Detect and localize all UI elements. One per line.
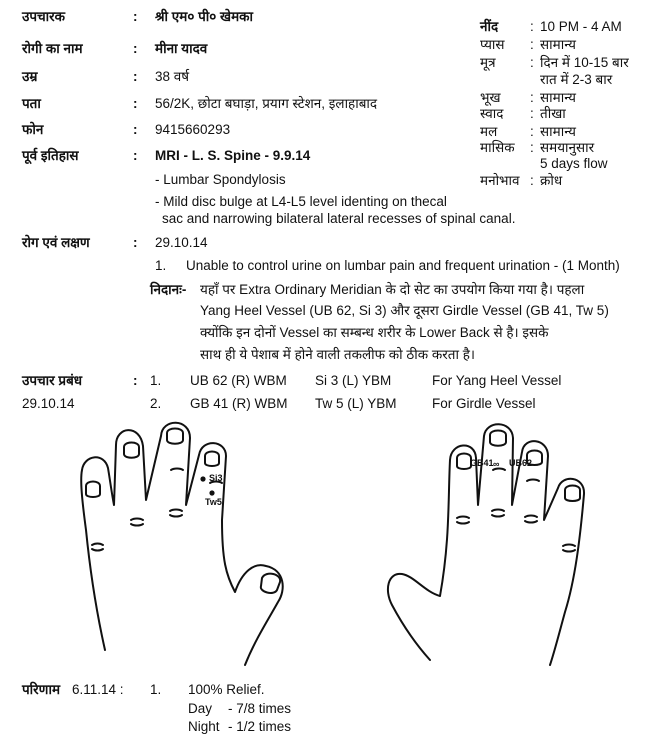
urine-label: मूत्र xyxy=(480,55,496,70)
symptoms-label: रोग एवं लक्षण xyxy=(22,235,90,250)
label-gb41: GB41 xyxy=(470,458,494,468)
diagnosis-line: यहाँ पर Extra Ordinary Meridian के दो सेट का उपयोग किया गया है। पहला xyxy=(200,282,585,297)
colon: : xyxy=(530,90,534,105)
doctor-label: उपचारक xyxy=(22,9,66,24)
stool-label: मल xyxy=(480,124,498,139)
symptoms-date: 29.10.14 xyxy=(155,235,208,250)
patient-name-value: मीना यादव xyxy=(155,41,208,56)
treatment-date: 29.10.14 xyxy=(22,396,75,411)
colon: : xyxy=(530,124,534,139)
colon: : xyxy=(530,19,534,34)
urine-value-night: रात में 2-3 बार xyxy=(540,72,613,87)
colon: : xyxy=(133,235,138,250)
hunger-value: सामान्य xyxy=(540,90,577,105)
thirst-label: प्यास xyxy=(480,37,505,52)
address-label: पता xyxy=(22,96,41,111)
history-line: - Lumbar Spondylosis xyxy=(155,172,286,187)
sleep-label: नींद xyxy=(480,19,499,34)
night-value: - 1/2 times xyxy=(228,719,292,734)
result-date: 6.11.14 : xyxy=(72,682,124,697)
age-label: उम्र xyxy=(22,69,38,84)
left-hand-outline xyxy=(81,423,283,665)
sleep-value: 10 PM - 4 AM xyxy=(540,19,622,34)
history-label: पूर्व इतिहास xyxy=(22,148,79,163)
result-number: 1. xyxy=(150,682,162,697)
menses-flow: 5 days flow xyxy=(540,156,608,171)
colon: : xyxy=(530,37,534,52)
point-tw5-marker xyxy=(209,490,214,495)
symptom-text: Unable to control urine on lumbar pain and frequent urination - (1 Month) xyxy=(186,258,620,273)
colon: : xyxy=(133,373,138,388)
phone-label: फोन xyxy=(22,122,44,137)
treatment-number: 2. xyxy=(150,396,162,411)
infinity-symbol: ∞ xyxy=(493,459,500,469)
history-line: sac and narrowing bilateral lateral recesses of spinal canal. xyxy=(162,211,516,226)
colon: : xyxy=(133,41,138,56)
menses-label: मासिक xyxy=(480,140,515,155)
age-value: 38 वर्ष xyxy=(155,69,190,84)
day-label: Day xyxy=(188,701,213,716)
taste-value: तीखा xyxy=(540,106,566,121)
label-si3: Si3 xyxy=(209,473,223,483)
day-value: - 7/8 times xyxy=(228,701,292,716)
treatment-point: GB 41 (R) WBM xyxy=(190,396,288,411)
result-relief: 100% Relief. xyxy=(188,682,265,697)
history-line: - Mild disc bulge at L4-L5 level identing on thecal xyxy=(155,194,447,209)
night-label: Night xyxy=(188,719,220,734)
colon: : xyxy=(133,122,138,137)
result-label: परिणाम xyxy=(22,682,61,697)
hunger-label: भूख xyxy=(480,90,501,105)
treatment-point: Si 3 (L) YBM xyxy=(315,373,392,388)
colon: : xyxy=(133,9,138,24)
diagnosis-line: Yang Heel Vessel (UB 62, Si 3) और दूसरा Girdle Vessel (GB 41, Tw 5) xyxy=(200,303,609,318)
colon: : xyxy=(530,173,534,188)
treatment-point: Tw 5 (L) YBM xyxy=(315,396,397,411)
mood-label: मनोभाव xyxy=(480,173,520,188)
stool-value: सामान्य xyxy=(540,124,577,139)
colon: : xyxy=(530,140,534,155)
treatment-number: 1. xyxy=(150,373,162,388)
treatment-purpose: For Yang Heel Vessel xyxy=(432,373,562,388)
urine-value-day: दिन में 10-15 बार xyxy=(540,55,629,70)
patient-name-label: रोगी का नाम xyxy=(22,41,83,56)
treatment-point: UB 62 (R) WBM xyxy=(190,373,287,388)
thirst-value: सामान्य xyxy=(540,37,577,52)
mri-heading: MRI - L. S. Spine - 9.9.14 xyxy=(155,148,311,163)
diagnosis-line: क्योंकि इन दोनों Vessel का सम्बन्ध शरीर के Lower Back से है। इसके xyxy=(200,325,549,340)
colon: : xyxy=(133,96,138,111)
point-si3-marker xyxy=(200,476,205,481)
label-tw5: Tw5 xyxy=(205,497,222,507)
colon: : xyxy=(530,106,534,121)
symptom-number: 1. xyxy=(155,258,167,273)
label-ub62: UB62 xyxy=(509,458,533,468)
mood-value: क्रोध xyxy=(540,173,563,188)
diagnosis-label: निदानः- xyxy=(150,282,187,297)
phone-value: 9415660293 xyxy=(155,122,231,137)
menses-value: समयानुसार xyxy=(540,140,595,155)
colon: : xyxy=(133,148,138,163)
colon: : xyxy=(530,55,534,70)
treatment-label: उपचार प्रबंध xyxy=(22,373,83,388)
diagnosis-line: साथ ही ये पेशाब में होने वाली तकलीफ को ठीक करता है। xyxy=(200,347,475,362)
taste-label: स्वाद xyxy=(480,106,504,121)
treatment-purpose: For Girdle Vessel xyxy=(432,396,536,411)
colon: : xyxy=(133,69,138,84)
address-value: 56/2K, छोटा बघाड़ा, प्रयाग स्टेशन, इलाहाबाद xyxy=(155,96,378,111)
doctor-value: श्री एम० पी० खेमका xyxy=(155,9,254,24)
